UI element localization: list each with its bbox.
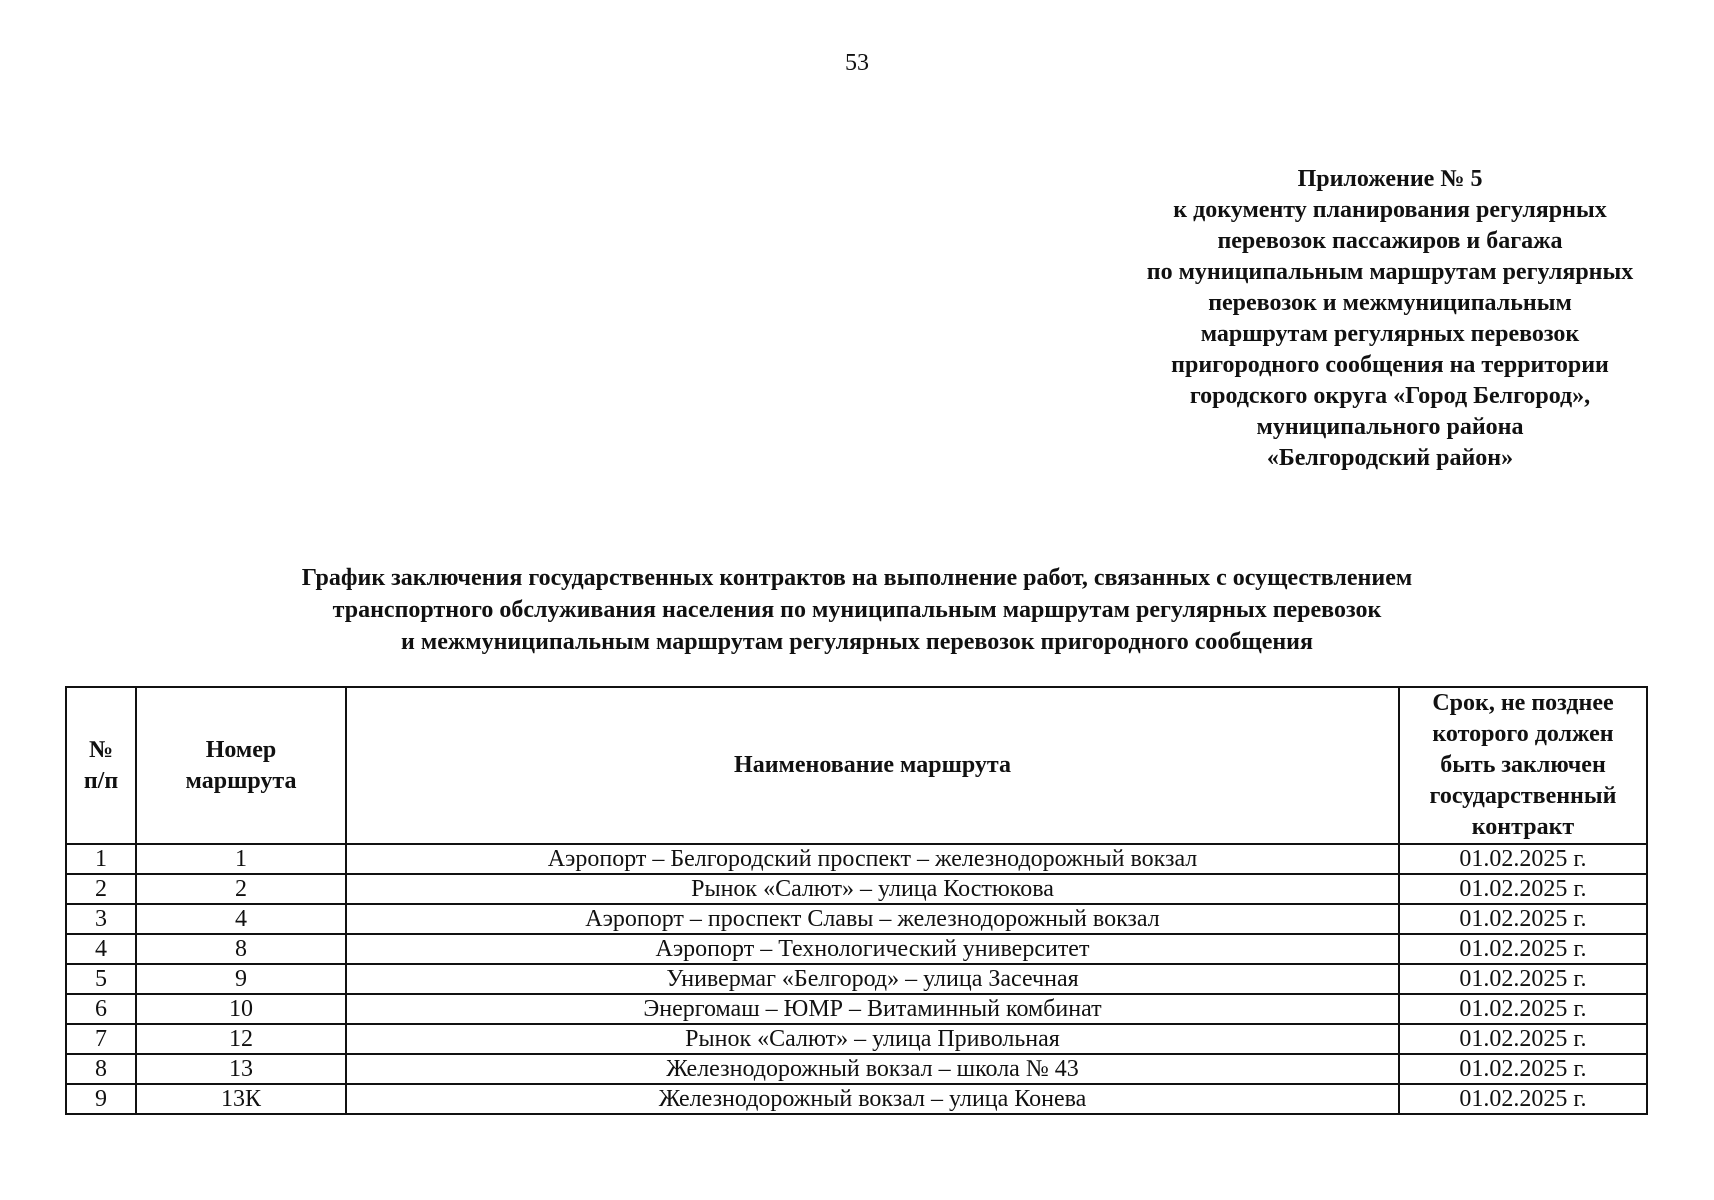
header-route-number xyxy=(136,687,346,844)
routes-table xyxy=(65,686,1648,1115)
cell-route-number: 12 xyxy=(136,1024,346,1054)
cell-num: 9 xyxy=(66,1084,136,1114)
cell-deadline: 01.02.2025 г. xyxy=(1399,1054,1647,1084)
table-header-row xyxy=(66,687,1647,844)
cell-deadline: 01.02.2025 г. xyxy=(1399,934,1647,964)
appendix-header xyxy=(1090,164,1690,474)
cell-deadline: 01.02.2025 г. xyxy=(1399,994,1647,1024)
cell-deadline: 01.02.2025 г. xyxy=(1399,1084,1647,1114)
table-row xyxy=(66,874,1647,904)
cell-route-number: 2 xyxy=(136,874,346,904)
table-row xyxy=(66,934,1647,964)
appendix-line: перевозок пассажиров и багажа xyxy=(1217,228,1563,254)
page-number: 53 xyxy=(845,50,869,76)
table-row xyxy=(66,844,1647,874)
cell-num: 8 xyxy=(66,1054,136,1084)
header-num-line: п/п xyxy=(83,767,119,794)
cell-route-name: Аэропорт – проспект Славы – железнодорожный вокзал xyxy=(346,904,1399,934)
cell-deadline: 01.02.2025 г. xyxy=(1399,874,1647,904)
cell-route-number: 13 xyxy=(136,1054,346,1084)
cell-route-number: 10 xyxy=(136,994,346,1024)
appendix-line: к документу планирования регулярных xyxy=(1173,197,1607,223)
cell-num: 1 xyxy=(66,844,136,874)
header-deadline-line: быть заключен xyxy=(1440,752,1606,778)
cell-num: 3 xyxy=(66,904,136,934)
cell-route-name: Универмаг «Белгород» – улица Засечная xyxy=(346,964,1399,994)
cell-route-number: 8 xyxy=(136,934,346,964)
table-row xyxy=(66,904,1647,934)
cell-deadline: 01.02.2025 г. xyxy=(1399,844,1647,874)
appendix-line: маршрутам регулярных перевозок xyxy=(1200,321,1580,347)
appendix-line: городского округа «Город Белгород», xyxy=(1189,383,1591,409)
header-deadline-line: Срок, не позднее xyxy=(1432,690,1614,716)
appendix-line: по муниципальным маршрутам регулярных xyxy=(1146,259,1634,285)
cell-route-name: Железнодорожный вокзал – улица Конева xyxy=(346,1084,1399,1114)
title-line: График заключения государственных контрактов на выполнение работ, связанных с осуществлением xyxy=(301,565,1413,591)
title-line: транспортного обслуживания населения по муниципальным маршрутам регулярных перевозок xyxy=(332,597,1382,623)
cell-route-name: Железнодорожный вокзал – школа № 43 xyxy=(346,1054,1399,1084)
title-line: и межмуниципальным маршрутам регулярных перевозок пригородного сообщения xyxy=(401,629,1313,655)
header-num-line: № xyxy=(88,736,114,763)
header-deadline-line: контракт xyxy=(1471,814,1575,840)
appendix-line: Приложение № 5 xyxy=(1297,166,1483,192)
cell-deadline: 01.02.2025 г. xyxy=(1399,964,1647,994)
header-deadline xyxy=(1399,687,1647,844)
table-row xyxy=(66,994,1647,1024)
cell-deadline: 01.02.2025 г. xyxy=(1399,1024,1647,1054)
table-row xyxy=(66,964,1647,994)
cell-num: 2 xyxy=(66,874,136,904)
appendix-line: муниципального района xyxy=(1256,414,1524,440)
cell-route-name: Аэропорт – Белгородский проспект – железнодорожный вокзал xyxy=(346,844,1399,874)
header-route-name xyxy=(346,687,1399,844)
header-route-number-line: маршрута xyxy=(185,767,297,794)
table-row xyxy=(66,1054,1647,1084)
cell-num: 6 xyxy=(66,994,136,1024)
header-num xyxy=(66,687,136,844)
cell-route-number: 9 xyxy=(136,964,346,994)
header-route-number-line: Номер xyxy=(205,736,277,763)
cell-route-name: Аэропорт – Технологический университет xyxy=(346,934,1399,964)
header-deadline-line: которого должен xyxy=(1432,721,1614,747)
table-row xyxy=(66,1024,1647,1054)
cell-route-number: 4 xyxy=(136,904,346,934)
cell-route-number: 1 xyxy=(136,844,346,874)
cell-num: 5 xyxy=(66,964,136,994)
cell-route-name: Рынок «Салют» – улица Костюкова xyxy=(346,874,1399,904)
cell-num: 7 xyxy=(66,1024,136,1054)
cell-route-number: 13К xyxy=(136,1084,346,1114)
header-deadline-line: государственный xyxy=(1429,783,1617,809)
header-route-name-line: Наименование маршрута xyxy=(734,752,1011,778)
cell-num: 4 xyxy=(66,934,136,964)
appendix-line: пригородного сообщения на территории xyxy=(1171,352,1609,378)
appendix-line: «Белгородский район» xyxy=(1266,445,1514,471)
appendix-line: перевозок и межмуниципальным xyxy=(1208,290,1572,316)
table-row xyxy=(66,1084,1647,1114)
cell-deadline: 01.02.2025 г. xyxy=(1399,904,1647,934)
document-title xyxy=(0,562,1714,658)
cell-route-name: Рынок «Салют» – улица Привольная xyxy=(346,1024,1399,1054)
cell-route-name: Энергомаш – ЮМР – Витаминный комбинат xyxy=(346,994,1399,1024)
